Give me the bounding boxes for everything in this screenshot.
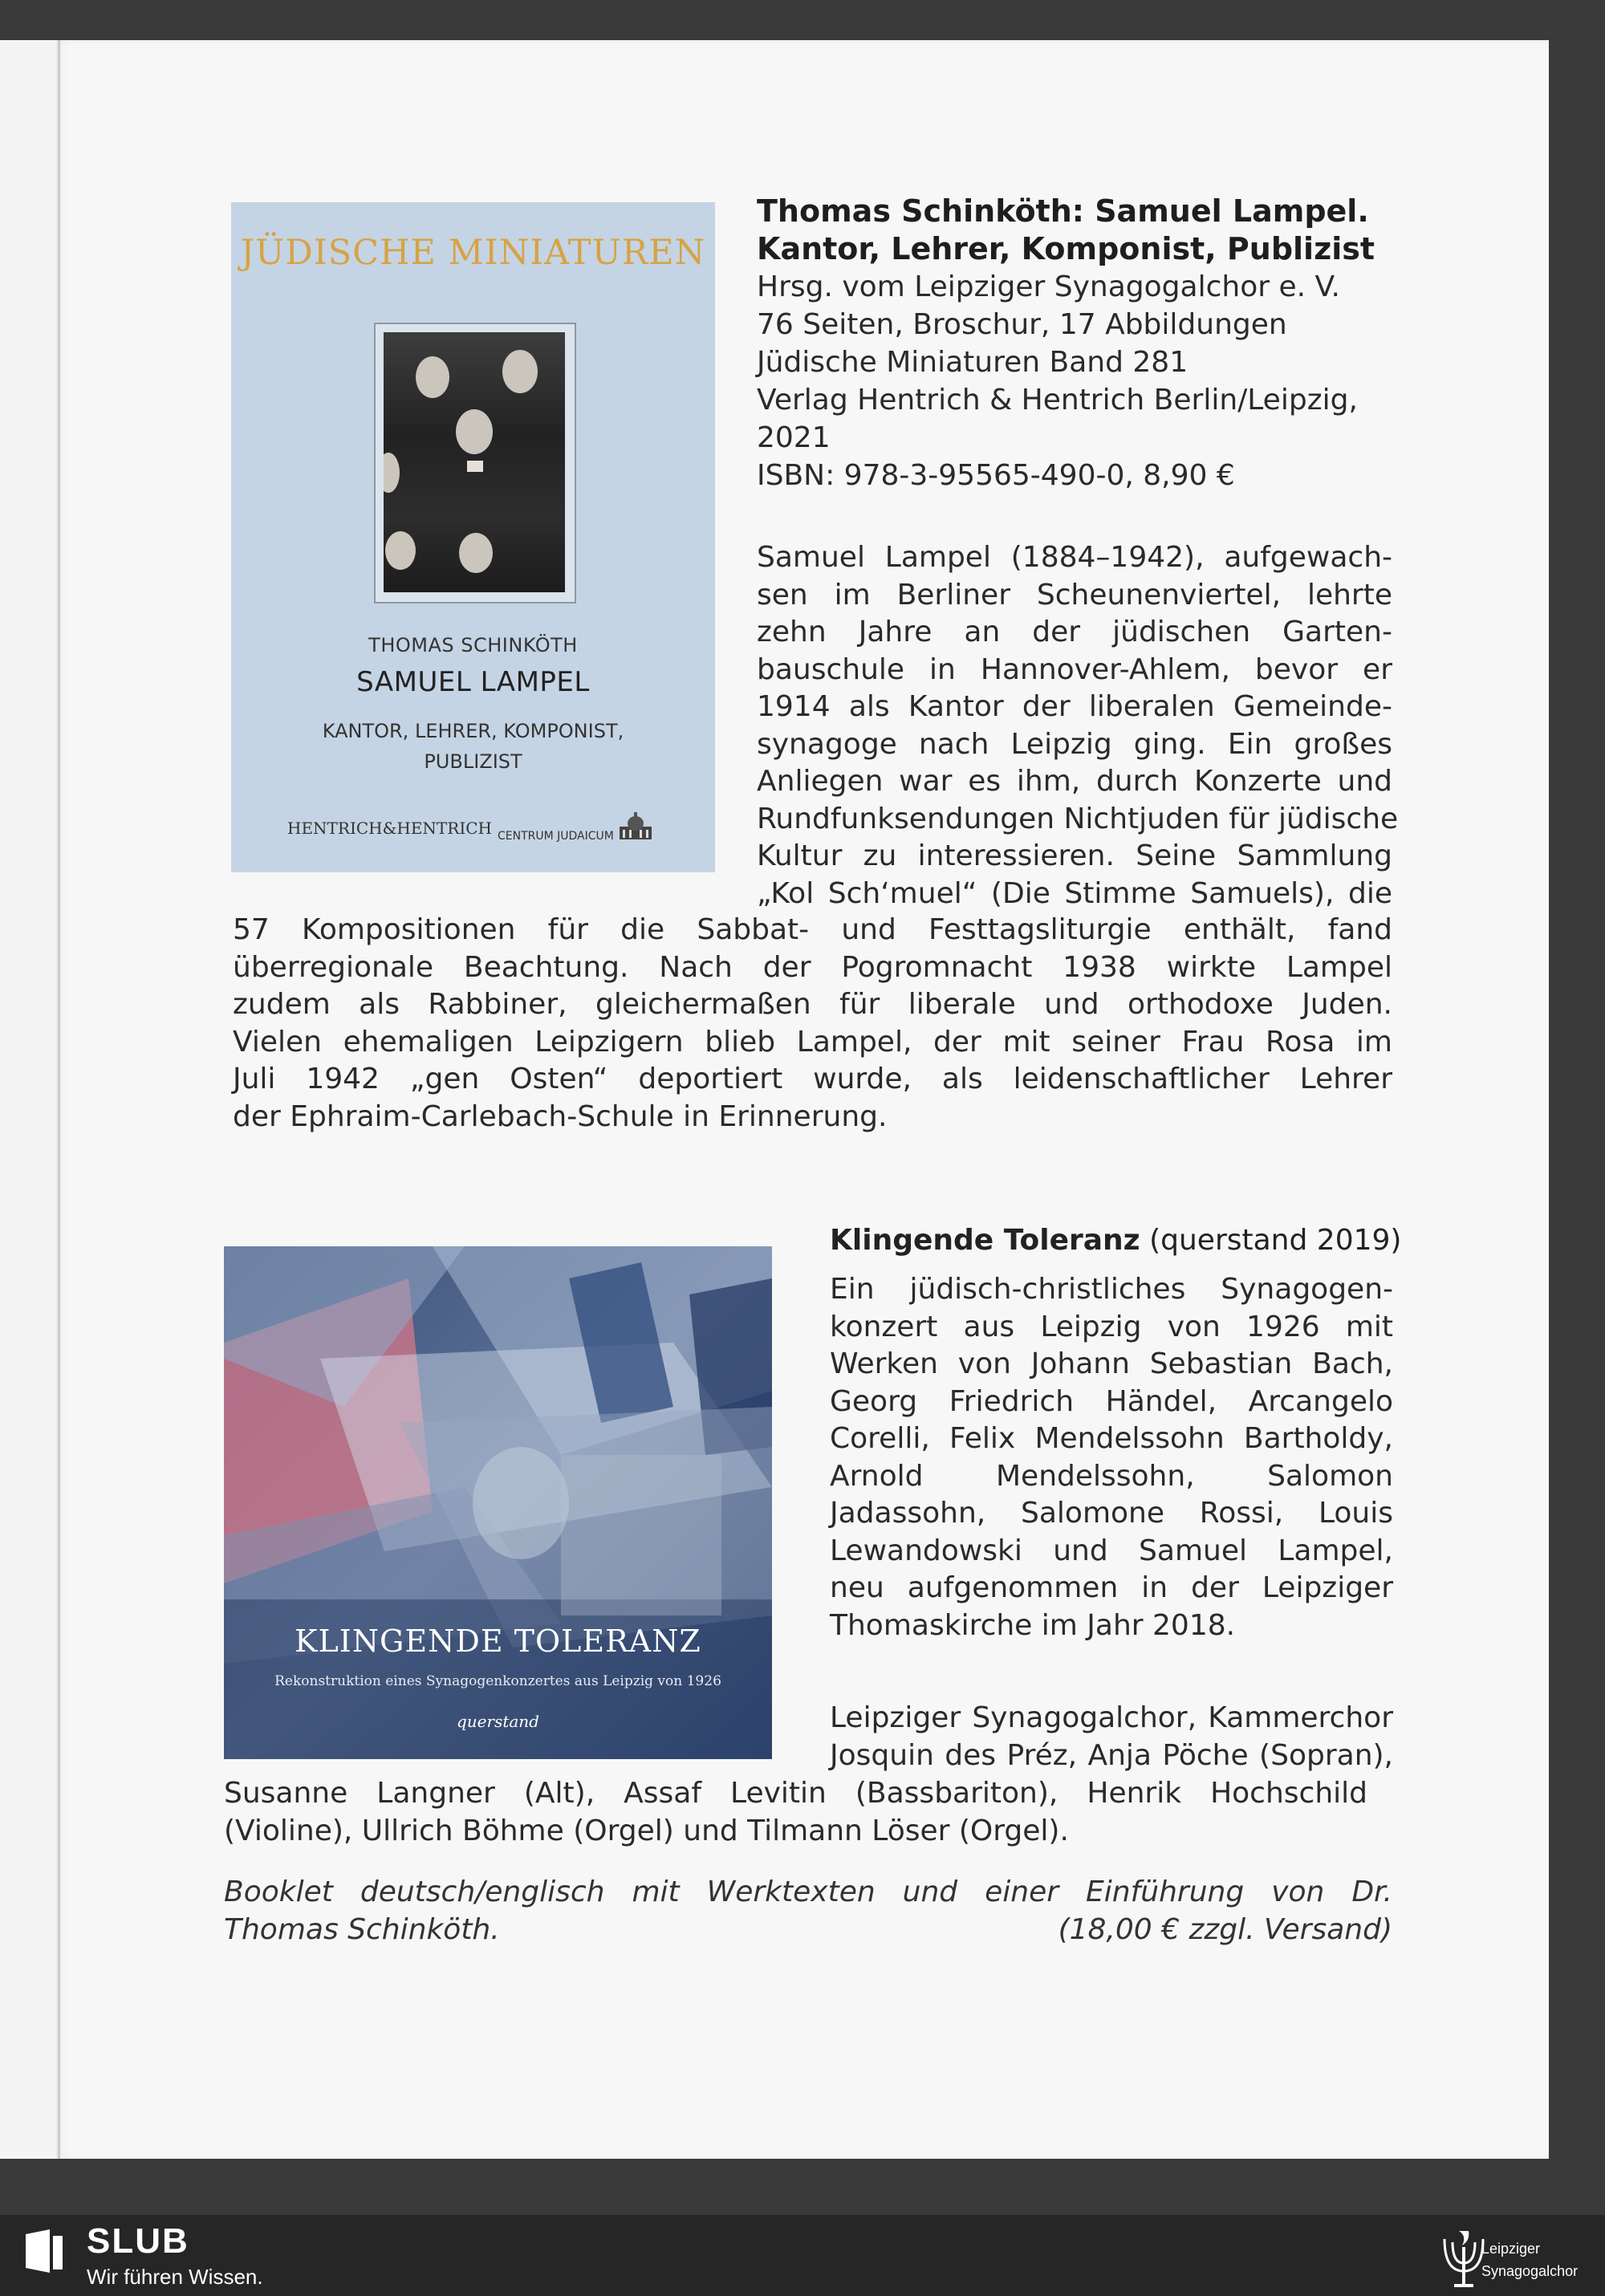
book-heading-line: Kantor, Lehrer, Komponist, Publizist [757, 231, 1375, 266]
cd-description-line: Arnold Mendelssohn, Salomon [830, 1459, 1393, 1493]
book-description-line: Samuel Lampel (1884–1942), aufgewach- [757, 541, 1392, 574]
slub-logo-text[interactable]: SLUB [87, 2221, 189, 2261]
historic-group-photo [384, 332, 565, 592]
book-cover-image [231, 202, 715, 872]
book-meta-line: Hrsg. vom Leipziger Synagogalchor e. V. [757, 270, 1340, 303]
book-cover-title: SAMUEL LAMPEL [356, 666, 590, 698]
book-cover-series: JÜDISCHE MINIATUREN [240, 233, 706, 273]
book-cover-subtitle [231, 716, 715, 777]
cd-cover-image [224, 1246, 772, 1759]
book-description-line: bauschule in Hannover-Ahlem, bevor er [757, 652, 1392, 686]
cd-booklet-note [224, 1873, 1392, 1949]
choir-logo-line: Leipziger [1481, 2241, 1541, 2257]
cd-price: (18,00 € zzgl. Versand) [1058, 1913, 1392, 1946]
cd-cover-title: KLINGENDE TOLERANZ [295, 1623, 701, 1659]
book-heading-line: Thomas Schinköth: Samuel Lampel. [757, 193, 1369, 229]
cd-performers-wide [224, 1775, 1367, 1850]
book-metadata [757, 268, 1391, 494]
book-description-line: Anliegen war es ihm, durch Konzerte und [757, 765, 1392, 798]
choir-logo-text [1481, 2237, 1578, 2282]
cd-heading-publisher: (querstand 2019) [1140, 1224, 1402, 1257]
cd-booklet-line [224, 1911, 1392, 1949]
cd-description [830, 1271, 1393, 1644]
book-cover-subtitle-line: KANTOR, LEHRER, KOMPONIST, [322, 720, 624, 742]
book-description-line: Vielen ehemaligen Leipzigern blieb Lampel, der mit seiner Frau Rosa im [233, 1025, 1392, 1059]
book-meta-line: Verlag Hentrich & Hentrich Berlin/Leipzig, [757, 384, 1358, 417]
book-description-line: 1914 als Kantor der liberalen Gemeinde- [757, 690, 1392, 723]
synagogue-icon [616, 812, 655, 841]
book-description-line: überregionale Beachtung. Nach der Pogromnacht 1938 wirkte Lampel [233, 950, 1392, 984]
cd-performers-line: Josquin des Préz, Anja Pöche (Sopran), [830, 1738, 1393, 1772]
cd-cover-label: querstand [457, 1712, 539, 1731]
book-description-line: sen im Berliner Scheunenviertel, lehrte [757, 578, 1392, 612]
book-description-line: Juli 1942 „gen Osten“ deportiert wurde, als leidenschaftlicher Lehrer [233, 1063, 1392, 1095]
cd-description-line: konzert aus Leipzig von 1926 mit [830, 1310, 1393, 1343]
choir-logo-line: Synagogalchor [1481, 2263, 1579, 2279]
cd-description-line: Corelli, Felix Mendelssohn Bartholdy, [830, 1422, 1393, 1455]
book-description-narrow [757, 539, 1399, 912]
book-description-line: Rundfunksendungen Nichtjuden für jüdische [757, 802, 1399, 835]
cd-performers-line: (Violine), Ullrich Böhme (Orgel) und Tilmann Löser (Orgel). [224, 1814, 1069, 1847]
book-description-line: 57 Kompositionen für die Sabbat- und Festtagsliturgie enthält, fand [233, 913, 1392, 946]
cd-description-line: Jadassohn, Salomone Rossi, Louis [830, 1497, 1393, 1530]
book-cover-subtitle-line: PUBLIZIST [424, 750, 522, 773]
cd-description-line: Lewandowski und Samuel Lampel, [830, 1534, 1393, 1567]
book-description-wide [233, 912, 1392, 1136]
cd-performers-line: Susanne Langner (Alt), Assaf Levitin (Bassbariton), Henrik Hochschild [224, 1777, 1367, 1810]
cd-description-line: Georg Friedrich Händel, Arcangelo [830, 1384, 1393, 1418]
book-description-line: zehn Jahre an der jüdischen Garten- [757, 616, 1392, 648]
book-description-line: zudem als Rabbiner, gleichermaßen für liberale und orthodoxe Juden. [233, 988, 1392, 1021]
cd-cover-subtitle: Rekonstruktion eines Synagogenkonzertes aus Leipzig von 1926 [274, 1673, 721, 1689]
cd-description-line: Thomaskirche im Jahr 2018. [830, 1608, 1236, 1642]
cd-performers-narrow [830, 1700, 1393, 1774]
cd-performers-line: Leipziger Synagogalchor, Kammerchor [830, 1701, 1393, 1734]
book-description-line: der Ephraim-Carlebach-Schule in Erinnerung. [233, 1099, 888, 1133]
cd-heading-title: Klingende Toleranz [830, 1224, 1140, 1257]
cd-booklet-author: Thomas Schinköth. [224, 1913, 500, 1946]
page-gutter [58, 40, 60, 2159]
publisher-logo: HENTRICH&HENTRICH [287, 819, 492, 838]
book-meta-line: 76 Seiten, Broschur, 17 Abbildungen [757, 308, 1287, 341]
book-description-line: Kultur zu interessieren. Seine Sammlung [757, 839, 1392, 872]
cd-heading [830, 1221, 1401, 1259]
slub-logo-icon [22, 2228, 66, 2274]
book-description-line: synagoge nach Leipzig ging. Ein großes [757, 727, 1392, 761]
book-description-line: „Kol Sch‘muel“ (Die Stimme Samuels), die [757, 876, 1392, 910]
cd-description-line: Ein jüdisch-christliches Synagogen- [830, 1273, 1393, 1306]
book-cover-author: THOMAS SCHINKÖTH [368, 634, 578, 656]
centrum-judaicum-logo: CENTRUM JUDAICUM [498, 830, 614, 843]
cd-booklet-line: Booklet deutsch/englisch mit Werktexten und einer Einführung von Dr. [224, 1875, 1392, 1908]
book-heading [757, 193, 1391, 268]
book-meta-line: Jüdische Miniaturen Band 281 [757, 346, 1189, 379]
book-meta-line: 2021 [757, 421, 831, 454]
slub-slogan: Wir führen Wissen. [87, 2265, 263, 2289]
book-cover-photo-frame [374, 323, 576, 603]
cd-description-line: Werken von Johann Sebastian Bach, [830, 1347, 1393, 1380]
book-meta-line: ISBN: 978-3-95565-490-0, 8,90 € [757, 459, 1235, 492]
cd-description-line: neu aufgenommen in der Leipziger [830, 1571, 1393, 1604]
